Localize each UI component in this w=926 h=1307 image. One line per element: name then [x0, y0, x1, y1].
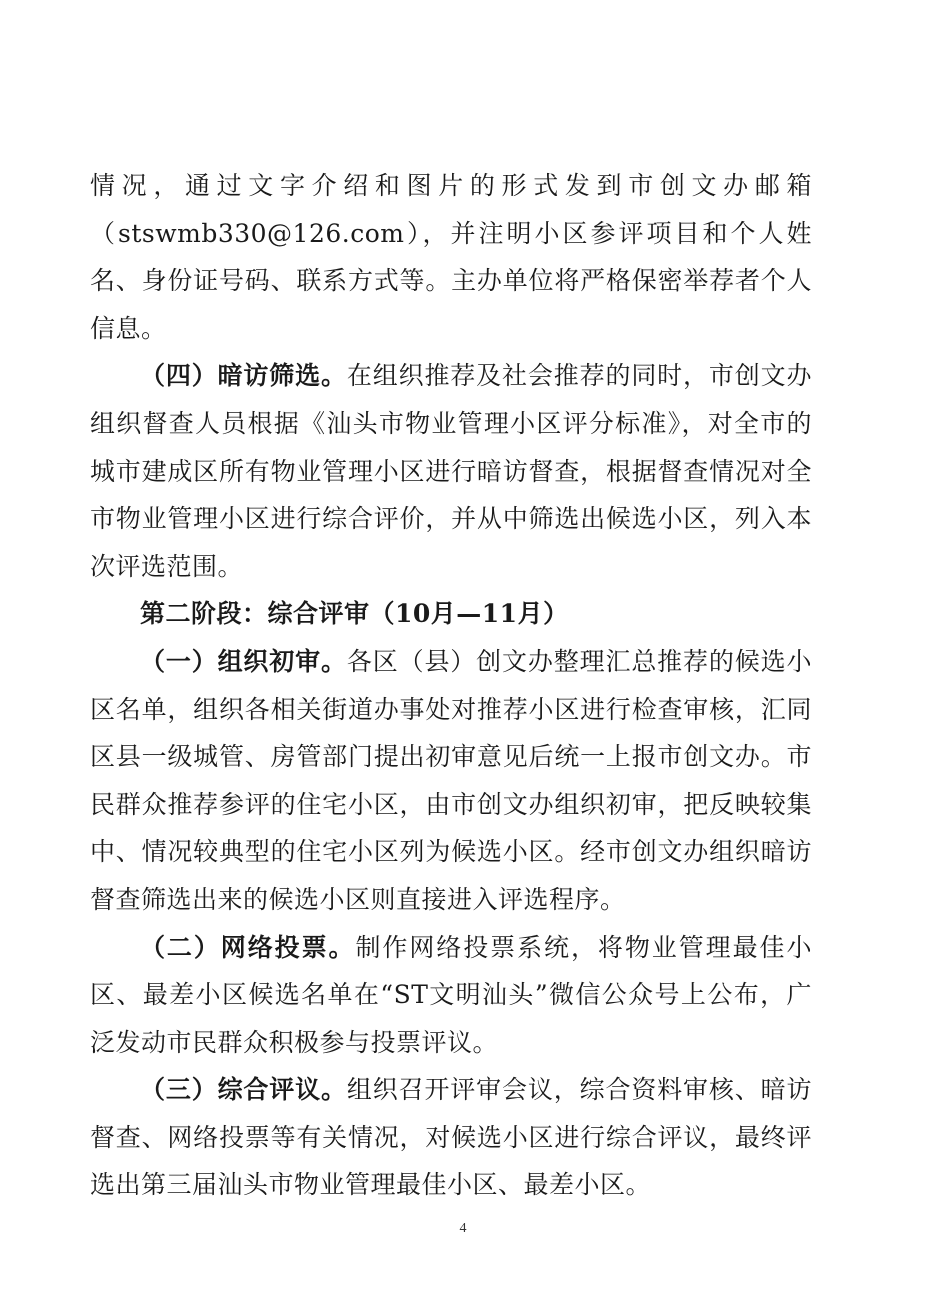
paragraph-text: 各区（县）创文办整理汇总推荐的候选小区名单，组织各相关街道办事处对推荐小区进行检查审核，汇同区县一级城管、房管部门提出初审意见后统一上报市创文办。市民群众推荐参评的住宅小区，由市创文办组织初审，把反映较集中、情况较典型的住宅小区列为候选小区。经市创文办组织暗访督查筛选出来的候选小区则直接进入评选程序。 — [90, 646, 812, 914]
paragraph-continuation — [90, 162, 812, 352]
section-heading: （四）暗访筛选。 — [140, 361, 347, 391]
document-body — [90, 162, 812, 1209]
section-heading: （一）组织初审。 — [140, 646, 347, 676]
paragraph-text: 制作网络投票系统，将物业管理最佳小区、最差小区候选名单在“ST文明汕头”微信公众号上公布，广泛发动市民群众积极参与投票评议。 — [90, 932, 812, 1057]
paragraph-text: 组织召开评审会议，综合资料审核、暗访督查、网络投票等有关情况，对候选小区进行综合评议，最终评选出第三届汕头市物业管理最佳小区、最差小区。 — [90, 1075, 812, 1200]
section-heading: （三）综合评议。 — [140, 1075, 347, 1105]
paragraph-covert-screening — [90, 352, 812, 590]
paragraph-comprehensive-review — [90, 1066, 812, 1209]
page-number: 4 — [459, 1221, 467, 1236]
paragraph-initial-review — [90, 638, 812, 924]
paragraph-online-voting — [90, 924, 812, 1067]
paragraph-text: 在组织推荐及社会推荐的同时，市创文办组织督查人员根据《汕头市物业管理小区评分标准》，对全市的城市建成区所有物业管理小区进行暗访督查，根据督查情况对全市物业管理小区进行综合评价，并从中筛选出候选小区，列入本次评选范围。 — [90, 361, 812, 581]
paragraph-text: 情况，通过文字介绍和图片的形式发到市创文办邮箱（stswmb330@126.com），并注明小区参评项目和个人姓名、身份证号码、联系方式等。主办单位将严格保密举荐者个人信息。 — [90, 171, 812, 343]
section-heading: （二）网络投票。 — [140, 932, 356, 962]
stage-heading-text: 第二阶段：综合评审（10月—11月） — [140, 599, 569, 629]
stage-two-heading — [90, 590, 812, 638]
